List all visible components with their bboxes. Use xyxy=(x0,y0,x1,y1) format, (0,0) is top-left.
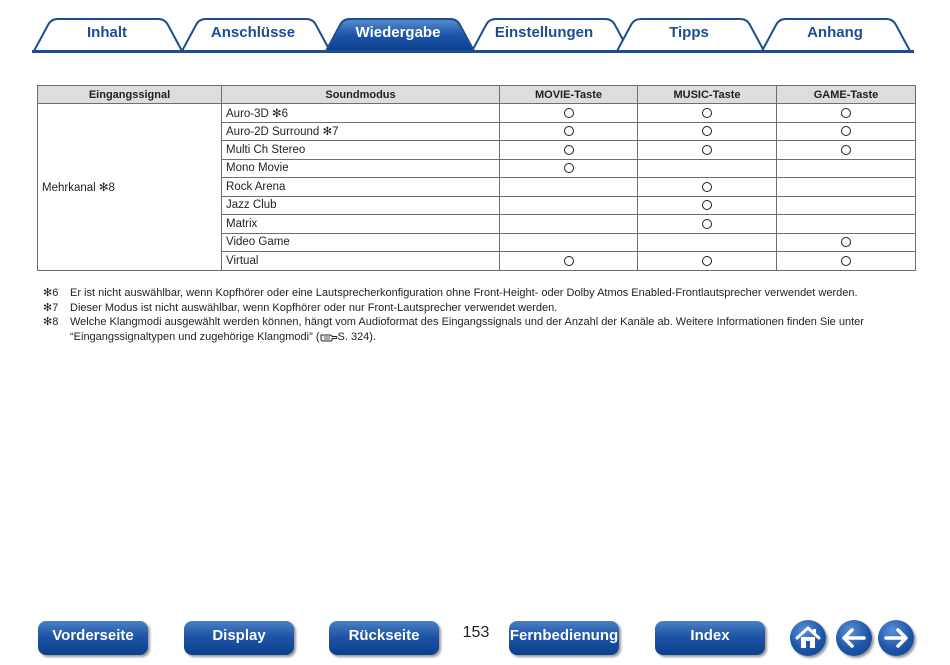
display-button[interactable]: Display xyxy=(184,621,294,655)
table-header-row xyxy=(38,86,916,104)
game-mark-cell xyxy=(777,215,916,234)
header-music-button: MUSIC-Taste xyxy=(638,86,777,104)
rear-panel-button[interactable]: Rückseite xyxy=(329,621,439,655)
sound-mode-cell: Jazz Club xyxy=(222,196,500,215)
pointing-hand-icon xyxy=(320,332,338,341)
footnote-reference-text: “Eingangssignaltypen und zugehörige Klangmodi” ( xyxy=(70,330,320,343)
front-panel-button[interactable]: Vorderseite xyxy=(38,621,148,655)
movie-mark-cell xyxy=(500,141,638,160)
tab-einstellungen[interactable]: Einstellungen xyxy=(494,24,594,41)
movie-mark-cell xyxy=(500,178,638,197)
available-mark-icon xyxy=(702,145,712,155)
footnote-text: Er ist nicht auswählbar, wenn Kopfhörer oder eine Lautsprecherkonfiguration ohne Front-Height- oder Dolby Atmos Enabled-Frontlautsprecher verwendet werden. xyxy=(70,287,858,299)
tab-bar xyxy=(0,0,950,60)
sound-mode-cell: Multi Ch Stereo xyxy=(222,141,500,160)
arrow-right-icon xyxy=(878,620,914,656)
footnote-6 xyxy=(43,286,903,301)
footnotes xyxy=(43,286,903,344)
footnote-marker: ✻7 xyxy=(43,301,59,314)
footnote-marker: ✻6 xyxy=(43,287,59,299)
game-mark-cell xyxy=(777,252,916,271)
game-mark-cell xyxy=(777,104,916,123)
footnote-marker: ✻8 xyxy=(43,316,59,329)
input-signal-cell: Mehrkanal ✻8 xyxy=(38,104,222,271)
sound-mode-cell: Auro-2D Surround ✻7 xyxy=(222,122,500,141)
sound-mode-cell: Rock Arena xyxy=(222,178,500,197)
forward-button[interactable] xyxy=(878,620,914,656)
available-mark-icon xyxy=(564,145,574,155)
available-mark-icon xyxy=(841,256,851,266)
table-body xyxy=(38,104,916,271)
movie-mark-cell xyxy=(500,233,638,252)
table-row xyxy=(38,104,916,123)
back-button[interactable] xyxy=(836,620,872,656)
music-mark-cell xyxy=(638,141,777,160)
home-icon xyxy=(790,620,826,656)
game-mark-cell xyxy=(777,178,916,197)
available-mark-icon xyxy=(702,182,712,192)
movie-mark-cell xyxy=(500,122,638,141)
available-mark-icon xyxy=(841,237,851,247)
sound-mode-cell: Virtual xyxy=(222,252,500,271)
footnote-text: Dieser Modus ist nicht auswählbar, wenn Kopfhörer oder nur Front-Lautsprecher verwendet werden. xyxy=(70,301,558,314)
tab-wiedergabe[interactable]: Wiedergabe xyxy=(355,24,441,41)
movie-mark-cell xyxy=(500,215,638,234)
sound-mode-cell: Mono Movie xyxy=(222,159,500,178)
footnote-text-line1: Welche Klangmodi ausgewählt werden können, hängt vom Audioformat des Eingangssignals und der Anzahl der Kanäle ab. Weitere Informationen finden Sie unter xyxy=(70,316,864,329)
available-mark-icon xyxy=(564,126,574,136)
music-mark-cell xyxy=(638,104,777,123)
available-mark-icon xyxy=(564,108,574,118)
footnote-7 xyxy=(43,301,903,316)
remote-control-button[interactable]: Fernbedienung xyxy=(509,621,619,655)
available-mark-icon xyxy=(702,200,712,210)
available-mark-icon xyxy=(702,108,712,118)
music-mark-cell xyxy=(638,196,777,215)
game-mark-cell xyxy=(777,159,916,178)
music-mark-cell xyxy=(638,252,777,271)
tab-tipps[interactable]: Tipps xyxy=(669,24,709,41)
header-movie-button: MOVIE-Taste xyxy=(500,86,638,104)
tab-inhalt[interactable]: Inhalt xyxy=(87,24,127,41)
available-mark-icon xyxy=(702,256,712,266)
available-mark-icon xyxy=(702,126,712,136)
sound-mode-cell: Video Game xyxy=(222,233,500,252)
music-mark-cell xyxy=(638,215,777,234)
game-mark-cell xyxy=(777,196,916,215)
music-mark-cell xyxy=(638,159,777,178)
game-mark-cell xyxy=(777,233,916,252)
music-mark-cell xyxy=(638,122,777,141)
available-mark-icon xyxy=(841,145,851,155)
music-mark-cell xyxy=(638,233,777,252)
header-input-signal: Eingangssignal xyxy=(38,86,222,104)
movie-mark-cell xyxy=(500,104,638,123)
index-button[interactable]: Index xyxy=(655,621,765,655)
sound-mode-table xyxy=(37,85,916,271)
footnote-page-reference[interactable]: S. 324). xyxy=(337,330,377,343)
page-number: 153 xyxy=(462,624,490,641)
game-mark-cell xyxy=(777,141,916,160)
movie-mark-cell xyxy=(500,196,638,215)
footnote-text xyxy=(70,315,903,344)
movie-mark-cell xyxy=(500,159,638,178)
available-mark-icon xyxy=(702,219,712,229)
header-game-button: GAME-Taste xyxy=(777,86,916,104)
available-mark-icon xyxy=(841,108,851,118)
movie-mark-cell xyxy=(500,252,638,271)
sound-mode-cell: Matrix xyxy=(222,215,500,234)
home-button[interactable] xyxy=(790,620,826,656)
music-mark-cell xyxy=(638,178,777,197)
sound-mode-cell: Auro-3D ✻6 xyxy=(222,104,500,123)
tab-anhang[interactable]: Anhang xyxy=(807,24,863,41)
tab-anschluesse[interactable]: Anschlüsse xyxy=(210,24,296,41)
footnote-8 xyxy=(43,315,903,344)
header-sound-mode: Soundmodus xyxy=(222,86,500,104)
available-mark-icon xyxy=(841,126,851,136)
arrow-left-icon xyxy=(836,620,872,656)
game-mark-cell xyxy=(777,122,916,141)
available-mark-icon xyxy=(564,256,574,266)
available-mark-icon xyxy=(564,163,574,173)
